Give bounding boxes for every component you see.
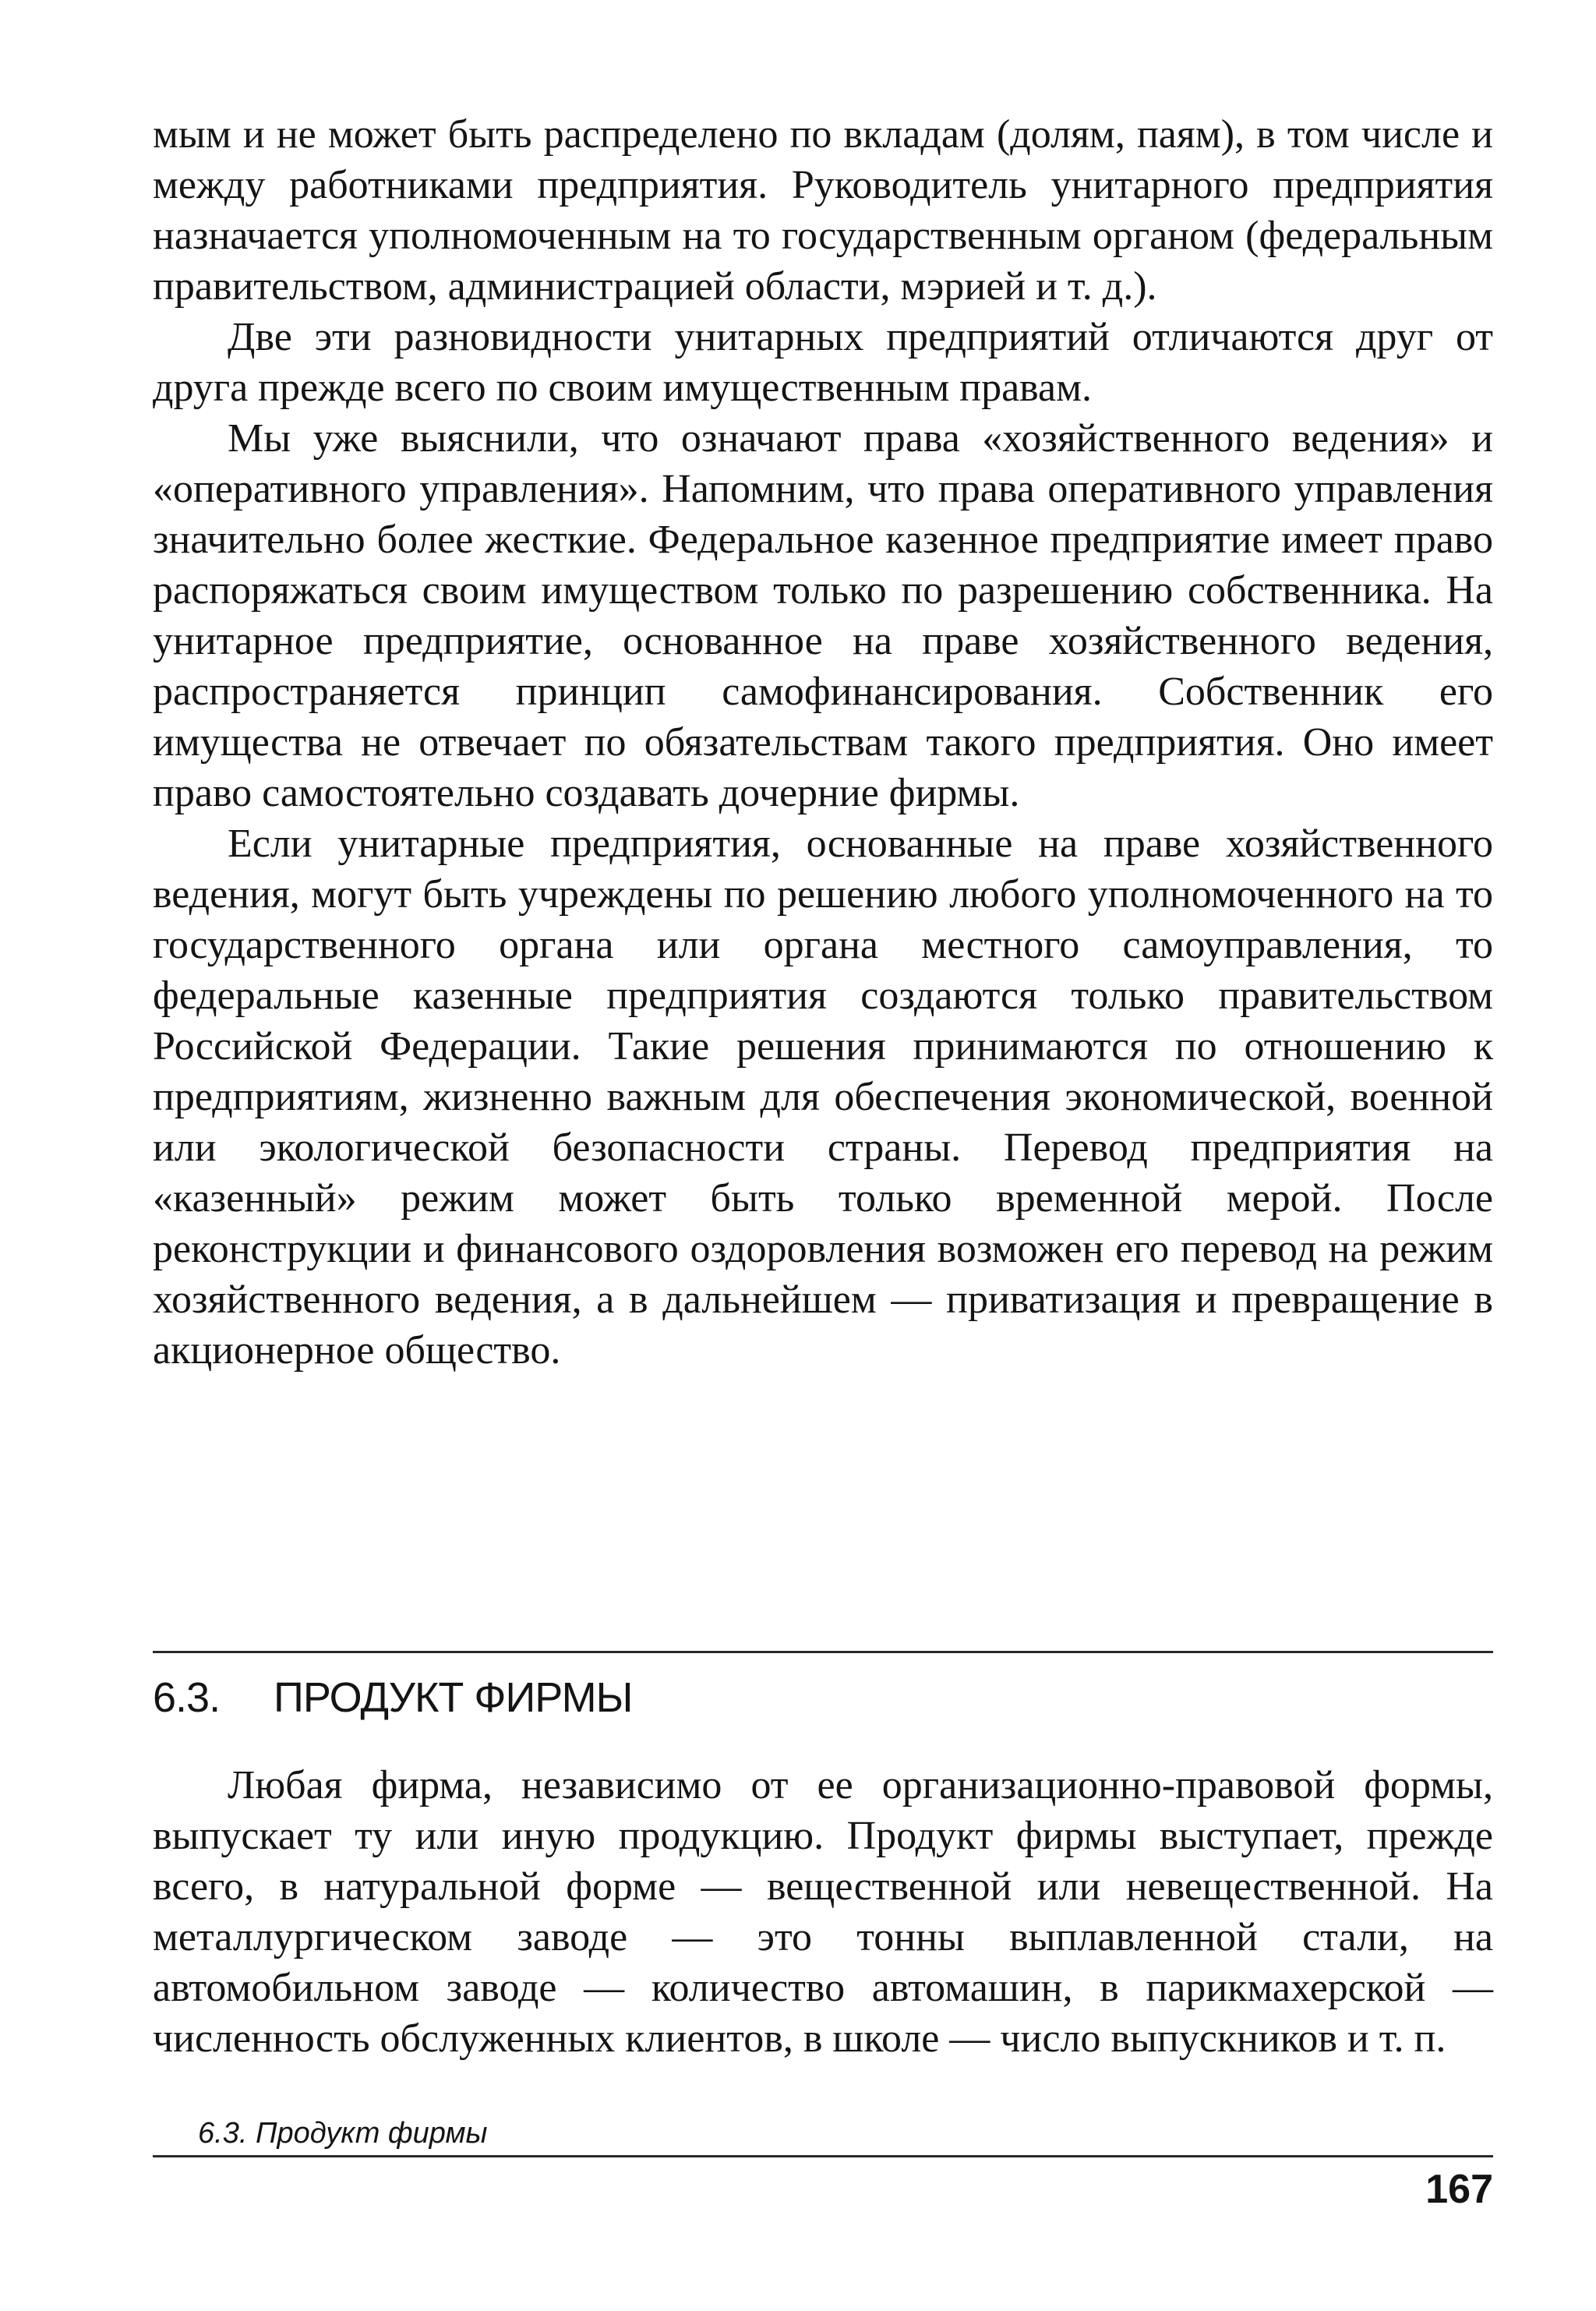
section-heading [153, 1670, 1493, 1725]
main-text [153, 109, 1493, 1376]
section-number: 6.3. [153, 1674, 221, 1721]
running-footer-title: 6.3. Продукт фирмы [198, 2117, 488, 2150]
section-paragraph-1: Любая фирма, независимо от ее организационно-правовой формы, выпускает ту или иную продукцию. Продукт фирмы выступает, прежде всего, в натуральной форме — вещественной или невещественной. На металлургическом заводе — это тонны выплавленной стали, на автомобильном заводе — количество автомашин, в парикмахерской — численность обслуженных клиентов, в школе — число выпускников и т. п. [153, 1763, 1493, 2061]
paragraph-1: мым и не может быть распределено по вкладам (долям, паям), в том числе и между работниками предприятия. Руководитель унитарного предприятия назначается уполномоченным на то государственным органом (федеральным правительством, администрацией области, мэрией и т. д.). [153, 112, 1493, 309]
paragraph-4: Если унитарные предприятия, основанные на праве хозяйственного ведения, могут быть учреждены по решению любого уполномоченного на то государственного органа или органа местного самоуправления, то федеральные казенные предприятия создаются только правительством Российской Федерации. Такие решения принимаются по отношению к предприятиям, жизненно важным для обеспечения экономической, военной или экологической безопасности страны. Перевод предприятия на «казенный» режим может быть только временной мерой. После реконструкции и финансового оздоровления возможен его перевод на режим хозяйственного ведения, а в дальнейшем — приватизация и превращение в акционерное общество. [153, 822, 1493, 1373]
paragraph-2: Две эти разновидности унитарных предприятий отличаются друг от друга прежде всего по своим имущественным правам. [153, 315, 1493, 410]
section-divider-top [153, 1651, 1493, 1653]
footer-divider [153, 2155, 1493, 2157]
section-title: ПРОДУКТ ФИРМЫ [274, 1674, 633, 1721]
paragraph-3: Мы уже выяснили, что означают права «хозяйственного ведения» и «оперативного управления». Напомним, что права оперативного управления значительно более жесткие. Федеральное казенное предприятие имеет право распоряжаться своим имуществом только по разрешению собственника. На унитарное предприятие, основанное на праве хозяйственного ведения, распространяется принцип самофинансирования. Собственник его имущества не отвечает по обязательствам такого предприятия. Оно имеет право самостоятельно создавать дочерние фирмы. [153, 416, 1493, 815]
page-number: 167 [1425, 2167, 1493, 2212]
section-body [153, 1760, 1493, 2064]
